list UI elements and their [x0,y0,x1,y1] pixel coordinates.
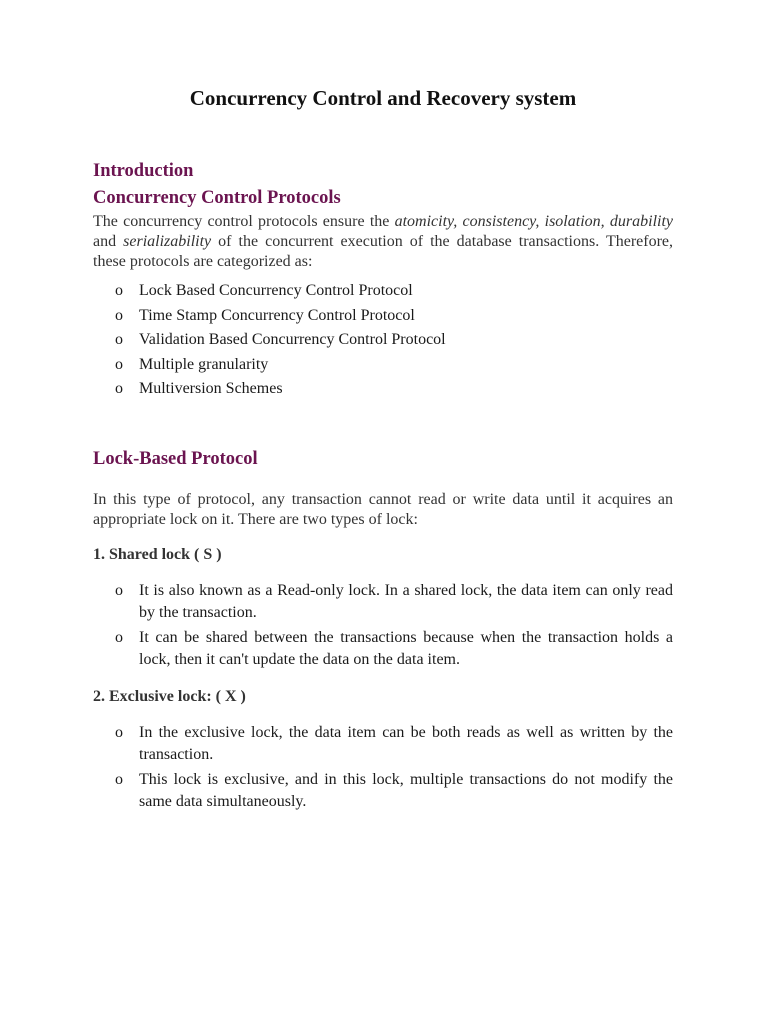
ccp-para-italic2: serializability [123,233,212,250]
ccp-para-italic1: atomicity, consistency, isolation, durability [394,213,673,230]
ccp-para-part3: of the concurrent execution of the database transactions. Therefore, these protocols are categorized as: [93,233,674,270]
exclusive-lock-item-1: In the exclusive lock, the data item can be both reads as well as written by the transaction. [139,724,673,763]
list-item [93,580,673,624]
protocol-list [93,279,673,402]
list-item [93,328,673,353]
bullet-marker: o [115,724,123,741]
protocol-item-granularity: Multiple granularity [139,355,269,373]
ccp-para-part1: The concurrency control protocols ensure the [93,213,395,230]
protocol-item-timestamp: Time Stamp Concurrency Control Protocol [139,306,415,324]
list-item [93,627,673,671]
list-item [93,377,673,402]
bullet-marker: o [115,582,123,599]
protocol-item-lock-based: Lock Based Concurrency Control Protocol [139,282,413,299]
ccp-para-part2: and [93,233,124,250]
list-item [93,722,673,766]
shared-lock-list [93,580,673,674]
exclusive-lock-item-2: This lock is exclusive, and in this lock, multiple transactions do not modify the same data simultaneously. [139,771,673,810]
bullet-marker: o [115,629,123,646]
document-title: Concurrency Control and Recovery system [189,86,577,110]
shared-lock-item-1: It is also known as a Read-only lock. In a shared lock, the data item can only read by the transaction. [139,582,673,621]
bullet-marker: o [115,306,123,324]
lock-based-paragraph: In this type of protocol, any transaction cannot read or write data until it acquires an appropriate lock on it. There are two types of lock: [93,491,673,528]
protocol-item-validation: Validation Based Concurrency Control Protocol [139,331,446,349]
bullet-marker: o [115,771,123,788]
exclusive-lock-list [93,722,673,816]
ccp-heading: Concurrency Control Protocols [93,188,341,208]
lock-based-heading: Lock-Based Protocol [93,449,258,469]
introduction-heading: Introduction [93,161,194,181]
list-item [93,353,673,378]
bullet-marker: o [115,355,123,373]
ccp-paragraph [93,212,673,272]
protocol-item-multiversion: Multiversion Schemes [139,380,283,398]
list-item [93,279,673,304]
list-item [93,769,673,813]
shared-lock-item-2: It can be shared between the transactions because when the transaction holds a lock, then it can't update the data on the data item. [139,629,673,668]
bullet-marker: o [115,380,123,398]
shared-lock-heading: 1. Shared lock ( S ) [93,546,222,563]
bullet-marker: o [115,331,123,349]
bullet-marker: o [115,282,123,299]
exclusive-lock-heading: 2. Exclusive lock: ( X ) [93,688,246,705]
list-item [93,304,673,329]
